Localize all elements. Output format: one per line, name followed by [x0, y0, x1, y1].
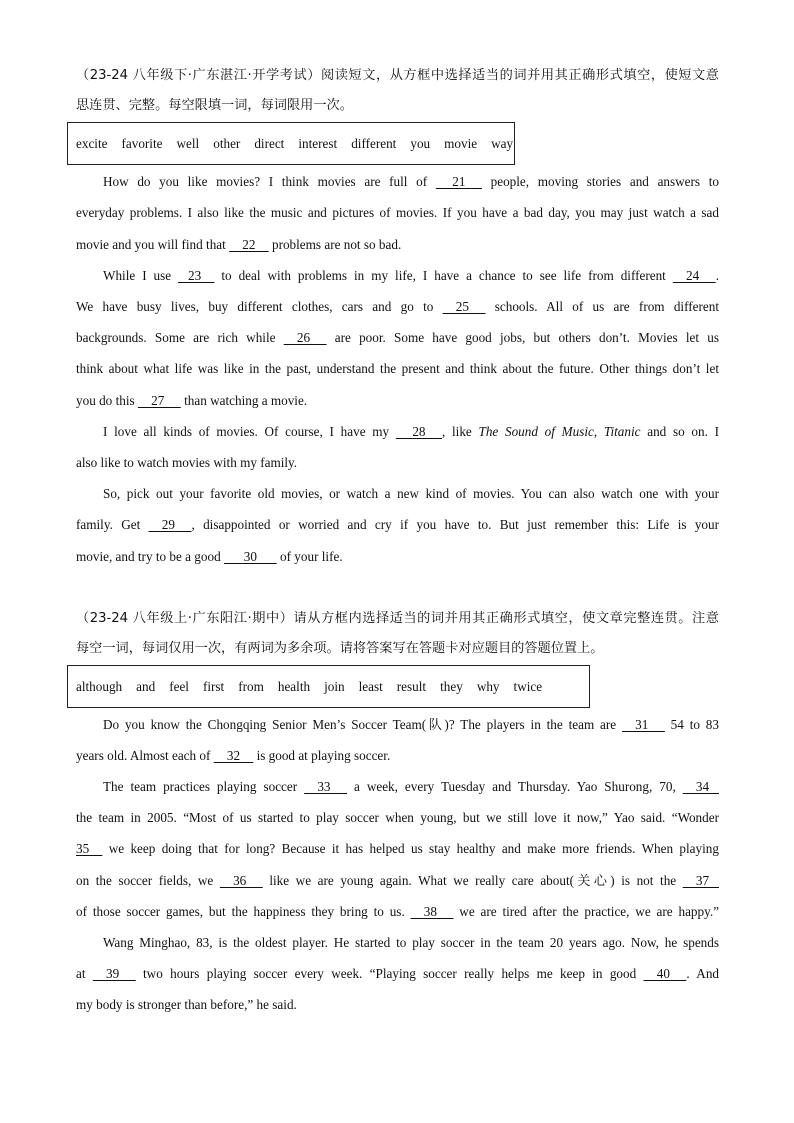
word-bank-item: well — [176, 135, 200, 151]
passage2-line: the team in 2005. “Most of us started to play soccer when young, but we still love it now,” Yao said. “Wonder — [76, 810, 719, 825]
word-bank-item: way — [491, 135, 514, 151]
blank-21[interactable]: 21 — [435, 174, 482, 189]
word-bank-item: result — [396, 678, 427, 694]
blank-39[interactable]: 39 — [92, 966, 136, 981]
passage2-line: Do you know the Chongqing Senior Men’s Soccer Team(队)? The players in the team are 31 54 to 83 — [103, 717, 719, 732]
passage2-line: 35 we keep doing that for long? Because it has helped us stay healthy and make more friends. When playing — [76, 841, 719, 856]
word-bank-item: twice — [513, 678, 543, 694]
blank-36[interactable]: 36 — [219, 873, 263, 888]
section2-instruction-line2: 每空一词，每词仅用一次，有两词为多余项。请将答案写在答题卡对应题目的答题位置上。 — [76, 641, 604, 656]
word-bank-item: health — [277, 678, 311, 694]
blank-38[interactable]: 38 — [410, 904, 454, 919]
passage2-line: my body is stronger than before,” he said. — [76, 997, 297, 1012]
passage2-line: on the soccer fields, we 36 like we are young again. What we really care about(关心) is not the 37 — [76, 873, 719, 888]
word-bank-item: why — [476, 678, 500, 694]
blank-33[interactable]: 33 — [304, 779, 347, 794]
word-bank-item: although — [76, 678, 123, 694]
blank-30[interactable]: 30 — [223, 549, 277, 564]
word-bank-item: join — [324, 678, 345, 694]
passage1-line: We have busy lives, buy different clothes, cars and go to 25 schools. All of us are from different — [76, 299, 719, 314]
word-bank-item: from — [238, 678, 264, 694]
word-bank-item: favorite — [121, 135, 163, 151]
word-bank-item: different — [351, 135, 397, 151]
word-bank-item: direct — [254, 135, 285, 151]
blank-37[interactable]: 37 — [682, 873, 719, 888]
word-bank-item: feel — [169, 678, 189, 694]
blank-32[interactable]: 32 — [213, 748, 254, 763]
section1-instruction-line1: （23-24 八年级下·广东湛江·开学考试）阅读短文，从方框中选择适当的词并用其正确形式填空，使短文意 — [76, 68, 719, 83]
word-bank-box-1 — [67, 122, 515, 165]
word-bank-item: excite — [76, 135, 108, 151]
passage1-line: also like to watch movies with my family. — [76, 455, 298, 470]
word-bank-item: first — [202, 678, 225, 694]
blank-23[interactable]: 23 — [178, 268, 215, 283]
passage2-line: years old. Almost each of 32 is good at playing soccer. — [76, 748, 391, 763]
passage1-line: I love all kinds of movies. Of course, I have my 28 , like The Sound of Music, Titanic and so on. I — [103, 424, 720, 439]
passage1-line: While I use 23 to deal with problems in my life, I have a chance to see life from different 24 . — [103, 268, 719, 283]
passage2-line: at 39 two hours playing soccer every week. “Playing soccer really helps me keep in good 40 . And — [76, 966, 720, 981]
blank-22[interactable]: 22 — [229, 237, 269, 252]
blank-24[interactable]: 24 — [672, 268, 716, 283]
passage1-line: think about what life was like in the past, understand the present and think about the future. Other things don’t let — [76, 361, 719, 376]
passage1-line: movie and you will find that 22 problems are not so bad. — [76, 237, 402, 252]
blank-26[interactable]: 26 — [283, 330, 327, 345]
passage1-line: family. Get 29 , disappointed or worried and cry if you have to. But just remember this: Life is your — [76, 517, 719, 532]
word-bank-item: they — [440, 678, 463, 694]
section1-instruction-line2: 思连贯、完整。每空限填一词，每词限用一次。 — [76, 98, 353, 113]
passage1-line: you do this 27 than watching a movie. — [76, 393, 308, 408]
passage2-line: Wang Minghao, 83, is the oldest player. He started to play soccer in the team 20 years ago. Now, he spends — [103, 935, 719, 950]
passage1-line: movie, and try to be a good 30 of your life. — [76, 549, 343, 564]
word-bank-item: and — [136, 678, 156, 694]
blank-27[interactable]: 27 — [137, 393, 181, 408]
section2-instruction-line1: （23-24 八年级上·广东阳江·期中）请从方框内选择适当的词并用其正确形式填空，使文章完整连贯。注意 — [76, 611, 719, 626]
passage2-line: of those soccer games, but the happiness they bring to us. 38 we are tired after the practice, we are happy.” — [76, 904, 719, 919]
word-bank-item: other — [213, 135, 241, 151]
word-bank-item: movie — [444, 135, 478, 151]
blank-31[interactable]: 31 — [621, 717, 665, 732]
word-bank-item: least — [358, 678, 383, 694]
blank-25[interactable]: 25 — [442, 299, 486, 314]
movie-title: Titanic — [603, 424, 641, 439]
word-bank-item: interest — [298, 135, 338, 151]
blank-40[interactable]: 40 — [643, 966, 687, 981]
passage1-line: everyday problems. I also like the music and pictures of movies. If you have a bad day, you may just watch a sad — [76, 205, 719, 220]
blank-35[interactable]: 35 — [76, 841, 103, 856]
word-bank-box-2 — [67, 665, 590, 708]
blank-28[interactable]: 28 — [395, 424, 442, 439]
passage2-line: The team practices playing soccer 33 a week, every Tuesday and Thursday. Yao Shurong, 70, 34 — [103, 779, 719, 794]
word-bank-item: you — [410, 135, 431, 151]
blank-34[interactable]: 34 — [682, 779, 719, 794]
blank-29[interactable]: 29 — [148, 517, 192, 532]
passage1-line: backgrounds. Some are rich while 26 are poor. Some have good jobs, but others don’t. Movies let us — [76, 330, 720, 345]
movie-title: The Sound of Music — [478, 424, 594, 439]
passage1-line: How do you like movies? I think movies are full of 21 people, moving stories and answers to — [103, 174, 719, 189]
passage1-line: So, pick out your favorite old movies, or watch a new kind of movies. You can also watch one with your — [103, 486, 719, 501]
